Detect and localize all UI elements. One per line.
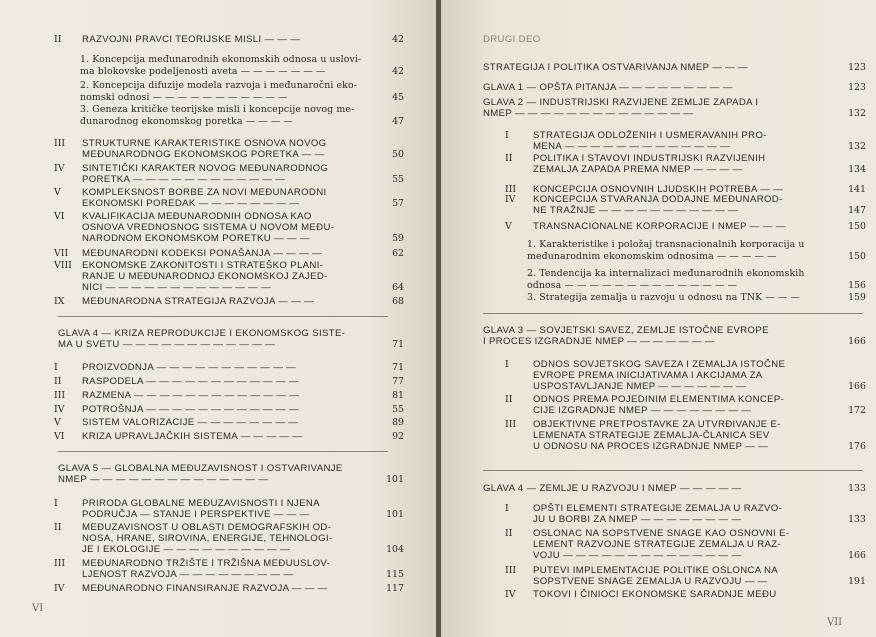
page-ref: 55	[392, 174, 404, 186]
toc-entry-title: U ODNOSU NA PROCES IZGRADNJE NMEP — —	[533, 441, 769, 453]
toc-entry-title: MEĐUNARODNI KODEKSI PONAŠANJA — — — —	[82, 248, 323, 259]
toc-entry-title: GLAVA 3 — SOVJETSKI SAVEZ, ZEMLJE ISTOČNE EVROPE	[483, 325, 769, 336]
roman-numeral: III	[54, 390, 66, 401]
roman-numeral: I	[54, 362, 58, 373]
toc-entry-title: PROIZVODNJA — — — — — — — — — — —	[82, 362, 297, 373]
toc-entry-title: ODNOS SOVJETSKOG SAVEZA I ZEMALJA ISTOČNE	[533, 359, 786, 370]
page-ref: 117	[386, 583, 404, 594]
toc-entry-title: KRIZA UPRAVLJAČKIH SISTEMA — — — — —	[82, 431, 303, 442]
toc-entry-title: MENA — — — — — — — — — — — — —	[533, 141, 731, 153]
page-ref: 166	[848, 381, 866, 393]
toc-entry-title: KONCEPCIJA STVARANJA DODAJNE MEĐUNAROD-	[533, 194, 783, 205]
roman-numeral: III	[505, 184, 517, 195]
page-ref: 123	[848, 62, 866, 73]
toc-entry-title: CIJE IZGRADNJE NMEP — — — — — — — —	[533, 405, 752, 417]
roman-numeral: II	[505, 394, 513, 405]
page-ref: 57	[392, 198, 404, 210]
page-ref: 172	[848, 405, 866, 417]
toc-entry-title: LJENOST RAZVOJA — — — — — — — — —	[82, 569, 294, 581]
toc-entry-title: 2. Koncepcija difuzije modela razvoja i međunaročni eko-	[80, 80, 357, 91]
toc-entry-title: OPŠTI ELEMENTI STRATEGIJE ZEMALJA U RAZVO-	[533, 503, 783, 514]
page-ref: 89	[392, 417, 404, 428]
roman-numeral: VI	[54, 431, 65, 442]
page-ref: 101	[386, 509, 404, 521]
page-ref: 45	[392, 91, 404, 103]
toc-entry-title: ma blokovske podeljenosti aveta — — — — — — —	[80, 65, 326, 77]
toc-entry-title: RASPODELA — — — — — — — — — — — —	[82, 376, 299, 387]
roman-numeral: VIII	[54, 260, 72, 271]
roman-numeral: II	[54, 376, 62, 387]
page-ref: 68	[392, 296, 404, 307]
section-divider	[58, 451, 388, 452]
toc-entry-title: NARODNOM EKONOMSKOM PORETKU — — —	[82, 233, 310, 245]
page-ref: 134	[848, 164, 866, 176]
page-ref: 147	[848, 205, 866, 217]
toc-entry-title: MEĐUNARODNA STRATEGIJA RAZVOJA — — —	[82, 296, 315, 307]
toc-entry-title: TOKOVI I ČINIOCI EKONOMSKE SARADNJE MEĐU	[533, 589, 777, 600]
roman-numeral: IX	[54, 296, 65, 307]
toc-entry-title: MEĐUNARODNO FINANSIRANJE RAZVOJA — — —	[82, 583, 328, 594]
toc-entry-title: đunarodnog ekonomskog poretka — — — —	[80, 115, 293, 127]
page-ref: 132	[848, 108, 866, 120]
roman-numeral: IV	[505, 194, 516, 205]
toc-entry-title: USPOSTAVLJANJE NMEP — — — — — — —	[533, 381, 747, 393]
page-ref: 64	[392, 282, 404, 294]
toc-entry-title: SOPSTVENE SNAGE ZEMALJA U RAZVOJU — —	[533, 576, 768, 588]
section-divider	[483, 470, 863, 471]
toc-entry-title: PUTEVI IMPLEMENTACIJE POLITIKE OSLONCA NA	[533, 565, 779, 576]
toc-entry-title: NOSA, HRANE, SIROVINA, ENERGIJE, TEHNOLOGI-	[82, 533, 333, 545]
toc-entry-title: 1. Karakteristike i položaj transnacionalnih korporacija u	[527, 239, 805, 250]
page-ref: 166	[848, 336, 866, 348]
roman-numeral: IV	[505, 589, 516, 600]
toc-entry-title: EKONOMSKE ZAKONITOSTI I STRATEŠKO PLANI-	[82, 260, 324, 271]
toc-entry-title: KVALIFIKACIJA MEĐUNARODNIH ODNOSA KAO	[82, 211, 312, 222]
roman-numeral: II	[505, 153, 513, 164]
toc-entry-title: VOJU — — — — — — — — — — — — — —	[533, 550, 742, 562]
page-ref: 176	[848, 441, 866, 453]
toc-entry-title: KOMPLEKSNOST BORBE ZA NOVI MEĐUNARODNI	[82, 187, 327, 198]
roman-numeral: II	[54, 522, 62, 533]
page-ref: 150	[848, 221, 866, 232]
toc-entry-title: GLAVA 5 — GLOBALNA MEĐUZAVISNOST I OSTVARIVANJE	[58, 463, 343, 474]
toc-entry-title: STRATEGIJA I POLITIKA OSTVARIVANJA NMEP — — —	[483, 62, 749, 73]
page-number: VII	[827, 617, 843, 628]
toc-entry-title: NMEP — — — — — — — — — — — — — —	[483, 108, 694, 120]
page-ref: 123	[848, 82, 866, 93]
roman-numeral: IV	[54, 583, 65, 594]
roman-numeral: IV	[54, 163, 65, 174]
roman-numeral: I	[505, 359, 509, 370]
toc-entry-title: NE TRAŽNJE — — — — — — — — — — —	[533, 205, 739, 217]
toc-entry-title: TRANSNACIONALNE KORPORACIJE I NMEP — — —	[533, 221, 786, 232]
roman-numeral: II	[505, 528, 513, 539]
toc-entry-title: 1. Koncepcija međunarodnih ekonomskih odnosa u uslovi-	[80, 54, 362, 65]
page-ref: 159	[848, 292, 866, 303]
page-number: VI	[32, 603, 44, 614]
page-ref: 71	[392, 339, 404, 351]
toc-entry-title: KONCEPCIJA OSNOVNIH LJUDSKIH POTREBA — —	[533, 184, 784, 195]
toc-entry-title: STRATEGIJA ODLOŽENIH I USMERAVANIH PRO-	[533, 130, 767, 141]
toc-entry-title: EVROPE PREMA INICIJATIVAMA I AKCIJAMA ZA	[533, 370, 763, 382]
page-ref: 62	[392, 248, 404, 259]
toc-entry-title: GLAVA 4 — KRIZA REPRODUKCIJE I EKONOMSKOG SISTE-	[58, 328, 346, 339]
toc-entry-title: nomski odnosi — — — — — — — — — — —	[80, 91, 288, 103]
toc-entry-title: PORETKA — — — — — — — — — — — —	[82, 174, 286, 186]
toc-entry-title: NMEP — — — — — — — — — — — — — —	[58, 474, 269, 486]
page-ref: 141	[848, 184, 866, 195]
toc-entry-title: OSNOVA VREDNOSNOG SISTEMA U NOVOM MEĐU-	[82, 222, 335, 234]
roman-numeral: I	[54, 498, 58, 509]
page-ref: 156	[848, 279, 866, 291]
page-ref: 101	[386, 474, 404, 486]
toc-entry-title: MEĐUNARODNO TRŽIŠTE I TRŽIŠNA MEĐUUSLOV-	[82, 558, 331, 569]
toc-entry-title: GLAVA 1 — OPŠTA PITANJA — — — — — — — — —	[483, 82, 733, 93]
toc-entry-title: STRUKTURNE KARAKTERISTIKE OSNOVA NOVOG	[82, 138, 327, 149]
page-ref: 71	[392, 362, 404, 373]
page-ref: 50	[392, 149, 404, 161]
toc-entry-title: međunarodnim ekonomskim odnosima — — — — —	[527, 250, 777, 262]
toc-entry-title: 3. Strategija zemalja u razvoju u odnosu na TNK — — —	[527, 292, 800, 303]
toc-entry-title: odnosa — — — — — — — — — — — — — —	[527, 279, 738, 291]
toc-entry-title: I PROCES IZGRADNJE NMEP — — — — — — —	[483, 336, 715, 348]
toc-entry-title: DRUGI DEO	[483, 34, 541, 45]
toc-entry-title: RAZMENA — — — — — — — — — — — — —	[82, 390, 300, 401]
page-ref: 81	[392, 390, 404, 401]
toc-entry-title: JE I EKOLOGIJE — — — — — — — — — —	[82, 544, 291, 556]
toc-entry-title: POLITIKA I STAVOVI INDUSTRIJSKI RAZVIJENIH	[533, 153, 766, 164]
roman-numeral: I	[505, 130, 509, 141]
toc-entry-title: RAZVOJNI PRAVCI TEORIJSKE MISLI — — —	[82, 34, 301, 45]
toc-entry-title: GLAVA 4 — ZEMLJE U RAZVOJU I NMEP — — — — —	[483, 483, 742, 494]
page-ref: 42	[392, 34, 404, 45]
page-ref: 166	[848, 550, 866, 562]
roman-numeral: III	[54, 138, 66, 149]
toc-entry-title: JU U BORBI ZA NMEP — — — — — — — —	[533, 514, 742, 526]
toc-entry-title: SISTEM VALORIZACIJE — — — — — — — —	[82, 417, 299, 428]
toc-entry-title: PRIRODA GLOBALNE MEĐUZAVISNOSTI I NJENA	[82, 498, 320, 509]
roman-numeral: III	[505, 419, 517, 430]
roman-numeral: IV	[54, 404, 65, 415]
left-page	[0, 0, 436, 637]
toc-entry-title: GLAVA 2 — INDUSTRIJSKI RAZVIJENE ZEMLJE ZAPADA I	[483, 97, 759, 108]
page-ref: 77	[392, 376, 404, 387]
toc-entry-title: POTROŠNJA — — — — — — — — — — — —	[82, 404, 299, 415]
roman-numeral: V	[505, 221, 512, 232]
page-ref: 132	[848, 141, 866, 153]
page-ref: 104	[386, 544, 404, 556]
toc-entry-title: RANJE U MEĐUNARODNOJ EKONOMSKOJ ZAJED-	[82, 271, 328, 283]
page-ref: 115	[386, 569, 404, 581]
toc-entry-title: MEĐUNARODNOG EKONOMSKOG PORETKA — —	[82, 149, 325, 161]
toc-entry-title: ZEMALJA ZAPADA PREMA NMEP — — — —	[533, 164, 743, 176]
toc-entry-title: PODRUČJA — STANJE I PERSPEKTIVE — — —	[82, 509, 310, 521]
roman-numeral: II	[54, 34, 62, 45]
toc-entry-title: EKONOMSKI POREDAK — — — — — — — —	[82, 198, 300, 210]
page-ref: 133	[848, 483, 866, 494]
roman-numeral: VI	[54, 211, 65, 222]
roman-numeral: V	[54, 187, 61, 198]
page-ref: 55	[392, 404, 404, 415]
toc-entry-title: SINTETIČKI KARAKTER NOVOG MEĐUNARODNOG	[82, 163, 329, 174]
toc-entry-title: ODNOS PREMA POJEDINIM ELEMENTIMA KONCEP-	[533, 394, 785, 405]
page-ref: 47	[392, 115, 404, 127]
page-ref: 133	[848, 514, 866, 526]
roman-numeral: VII	[54, 248, 69, 259]
page-ref: 59	[392, 233, 404, 245]
roman-numeral: III	[505, 565, 517, 576]
roman-numeral: I	[505, 503, 509, 514]
toc-entry-title: 3. Geneza kritičke teorijske misli i koncepcije novog me-	[80, 104, 355, 115]
toc-entry-title: LEMENATA STRATEGIJE ZEMALJA-ČLANICA SEV	[533, 430, 770, 442]
section-divider	[58, 316, 388, 317]
page-ref: 150	[848, 250, 866, 262]
page-ref: 191	[848, 576, 866, 588]
toc-entry-title: LEMENT RAZVOJNE STRATEGIJE ZEMALJA U RAZ-	[533, 539, 782, 551]
page-ref: 92	[392, 431, 404, 442]
page-ref: 42	[392, 65, 404, 77]
roman-numeral: III	[54, 558, 66, 569]
roman-numeral: V	[54, 417, 61, 428]
section-divider	[483, 313, 863, 314]
toc-entry-title: MA U SVETU — — — — — — — — — — — —	[58, 339, 276, 351]
right-page	[441, 0, 876, 637]
toc-entry-title: OSLONAC NA SOPSTVENE SNAGE KAO OSNOVNI E-	[533, 528, 790, 539]
toc-entry-title: 2. Tendencija ka internalizaci međunarodnih ekonomskih	[527, 268, 805, 279]
toc-entry-title: OBJEKTIVNE PRETPOSTAVKE ZA UTVRĐIVANJE E-	[533, 419, 781, 430]
toc-entry-title: NICI — — — — — — — — — — — — —	[82, 282, 272, 294]
toc-entry-title: MEĐUZAVISNOST U OBLASTI DEMOGRAFSKIH OD-	[82, 522, 332, 533]
